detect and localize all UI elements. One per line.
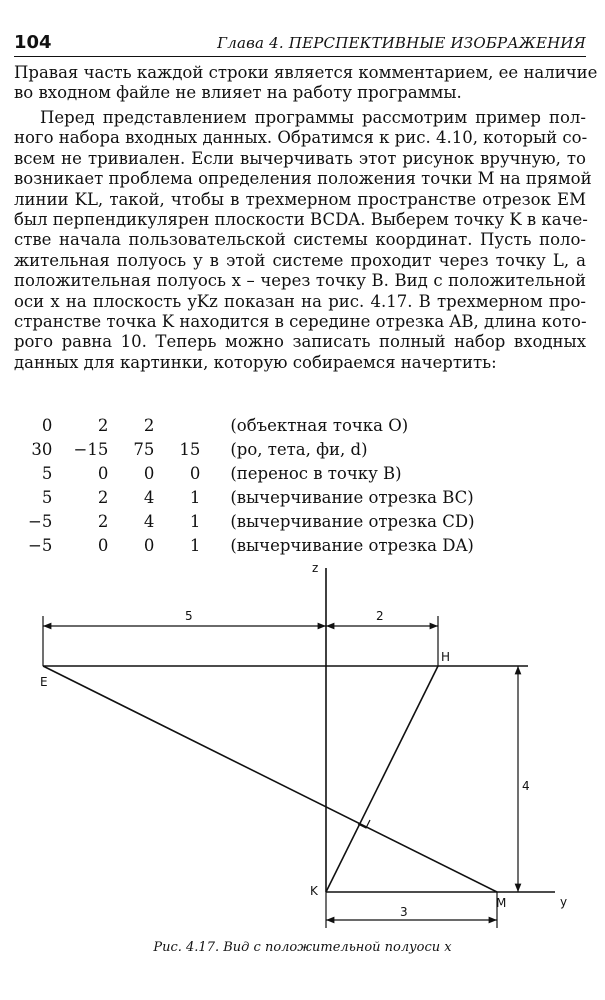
figure-4-17 (0, 558, 605, 938)
figure-caption: Рис. 4.17. Вид с положительной полуоси x (153, 940, 452, 955)
cell: 2 (97, 415, 109, 435)
row-comment: (вычерчивание отрезка DA) (230, 535, 474, 555)
cell: −5 (28, 535, 53, 555)
row-comment: (объектная точка O) (230, 415, 409, 435)
cell: 5 (41, 463, 53, 483)
cell: 1 (189, 535, 201, 555)
text-line: данных для картинки, которую собираемся начертить: (14, 352, 497, 372)
cell: 2 (97, 511, 109, 531)
label-y: y (560, 895, 568, 909)
text-line: ного набора входных данных. Обратимся к рис. 4.10, который со- (14, 128, 588, 148)
line-e-m (43, 666, 497, 892)
table-row (28, 485, 475, 509)
cell: 0 (97, 463, 109, 483)
running-head: Глава 4. ПЕРСПЕКТИВНЫЕ ИЗОБРАЖЕНИЯ (217, 34, 586, 52)
text-line: во входном файле не влияет на работу программы. (14, 83, 462, 103)
table-row (28, 437, 475, 461)
row-comment: (вычерчивание отрезка BC) (230, 487, 474, 507)
text-line: всем не тривиален. Если вычерчивать этот рисунок вручную, то (14, 148, 586, 168)
table-row (28, 461, 475, 485)
cell: −5 (28, 511, 53, 531)
cell: 1 (189, 487, 201, 507)
label-z: z (312, 561, 319, 575)
page-header (14, 30, 586, 57)
label-k: K (310, 884, 318, 898)
cell: 75 (133, 439, 155, 459)
text-line: стве начала пользовательской системы координат. Пусть поло- (14, 230, 586, 250)
text-line: жительная полуось y в этой системе проходит через точку L, а (14, 250, 586, 270)
cell: 1 (189, 511, 201, 531)
dim-label-2: 2 (376, 609, 384, 623)
text-line: странстве точка K находится в середине отрезка AB, длина кото- (14, 312, 587, 332)
input-data-table (28, 413, 475, 557)
row-comment: (ро, тета, фи, d) (230, 439, 368, 459)
paragraph-2 (14, 108, 592, 373)
cell: 5 (41, 487, 53, 507)
line-k-h (326, 666, 438, 892)
page-number: 104 (14, 32, 52, 53)
cell: 0 (143, 463, 155, 483)
label-e: E (40, 675, 48, 689)
paragraph-1 (14, 63, 598, 104)
cell: 2 (143, 415, 155, 435)
cell: 0 (143, 535, 155, 555)
text-line: рого равна 10. Теперь можно записать полный набор входных (14, 332, 586, 352)
label-h: H (441, 650, 451, 664)
cell: 0 (97, 535, 109, 555)
row-comment: (перенос в точку B) (230, 463, 402, 483)
text-line: возникает проблема определения положения точки M на прямой (14, 169, 592, 189)
table-row (28, 413, 475, 437)
dim-label-5: 5 (185, 609, 193, 623)
cell: −15 (73, 439, 109, 459)
text-line: положительная полуось x – через точку B. Вид с положительной (14, 271, 586, 291)
table-row (28, 533, 475, 557)
row-comment: (вычерчивание отрезка CD) (230, 511, 475, 531)
table-row (28, 509, 475, 533)
cell: 0 (189, 463, 201, 483)
text-line: Правая часть каждой строки является комментарием, ее наличие (14, 63, 598, 82)
text-line: был перпендикулярен плоскости BCDA. Выберем точку K в каче- (14, 210, 588, 230)
label-m: M (496, 896, 507, 910)
cell: 15 (179, 439, 201, 459)
cell: 4 (143, 511, 155, 531)
text-line: линии KL, такой, чтобы в трехмерном пространстве отрезок EM (14, 189, 586, 209)
cell: 0 (41, 415, 53, 435)
dim-label-4: 4 (522, 779, 530, 793)
dim-label-3: 3 (400, 905, 408, 919)
cell: 2 (97, 487, 109, 507)
text-line: Перед представлением программы рассмотрим пример пол- (40, 108, 586, 127)
text-line: оси x на плоскость yKz показан на рис. 4.17. В трехмерном про- (14, 291, 586, 311)
cell (154, 413, 200, 437)
cell: 30 (31, 439, 53, 459)
cell: 4 (143, 487, 155, 507)
